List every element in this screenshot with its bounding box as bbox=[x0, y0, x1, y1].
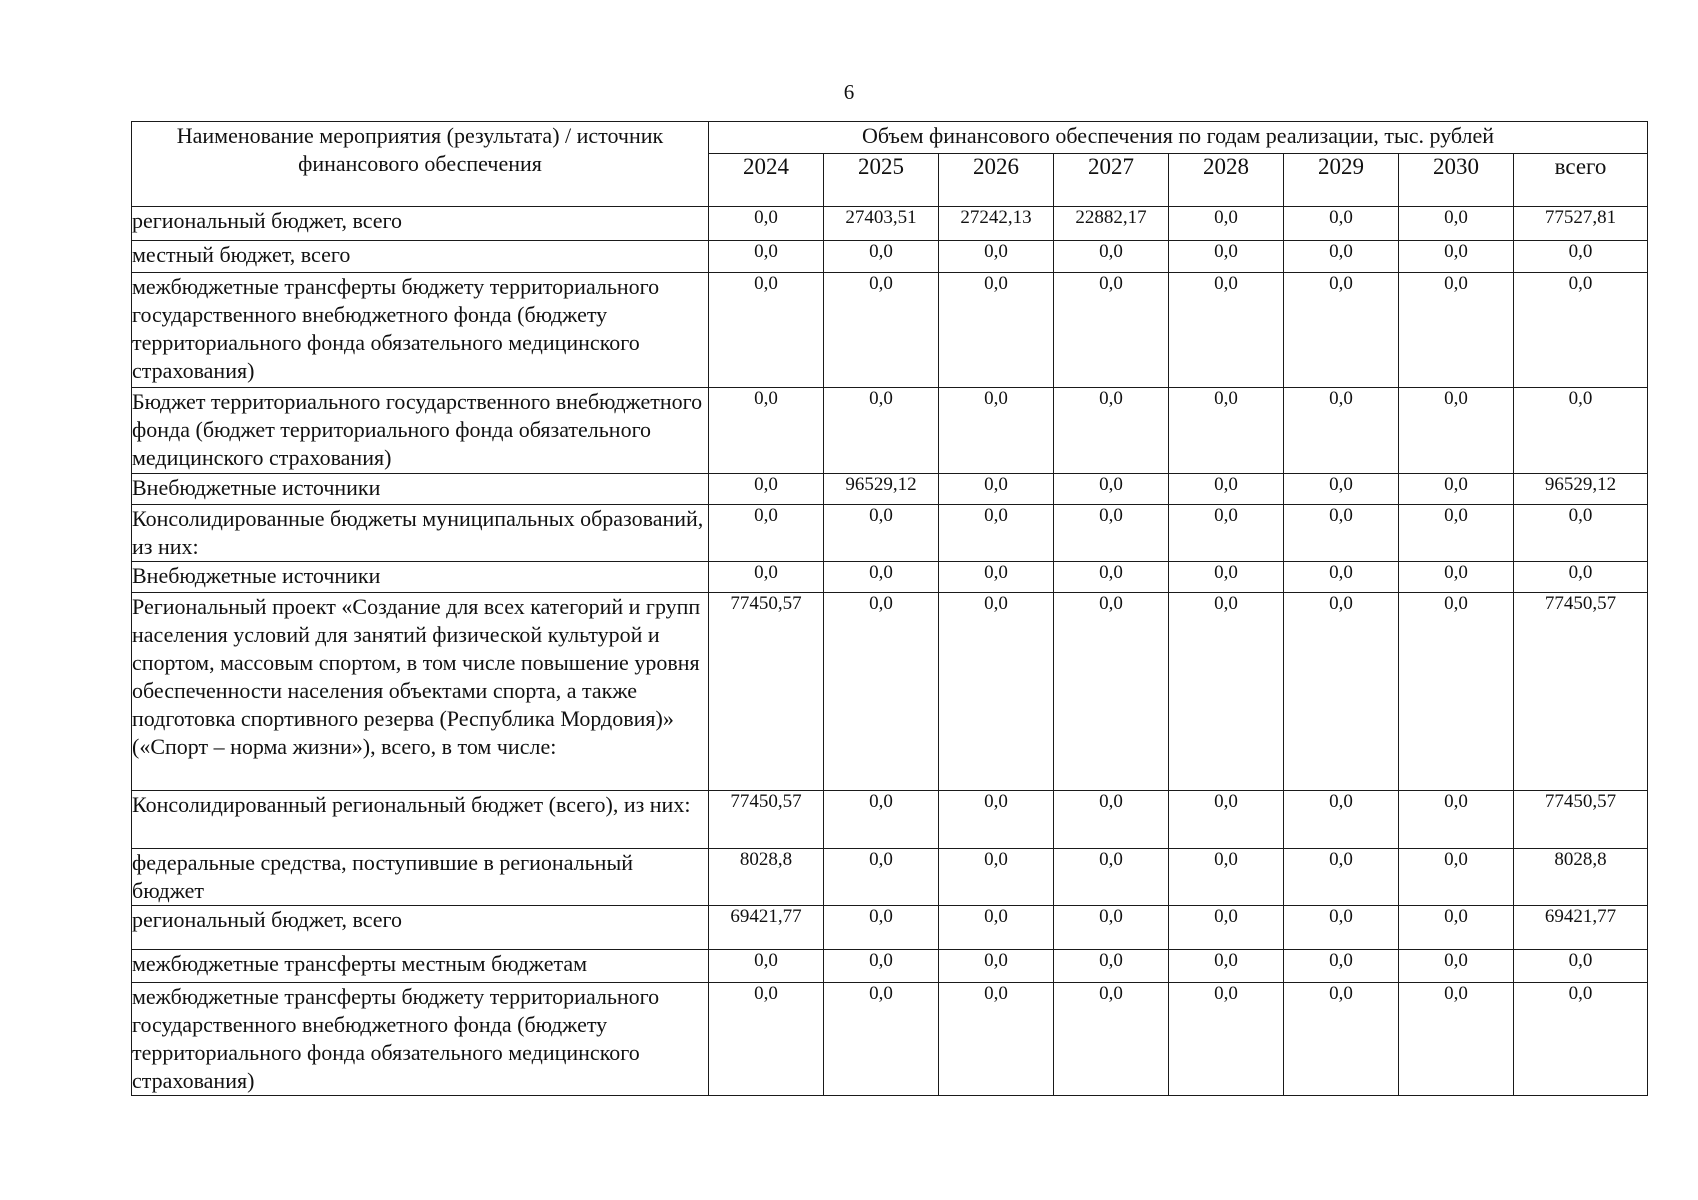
table-row bbox=[132, 593, 1648, 791]
table-row bbox=[132, 505, 1648, 562]
value-cell: 0,0 bbox=[1399, 906, 1514, 950]
table-row bbox=[132, 791, 1648, 849]
value-cell: 77450,57 bbox=[1514, 593, 1648, 791]
year-header-2024: 2024 bbox=[709, 154, 824, 207]
row-name-cell: Внебюджетные источники bbox=[132, 562, 709, 593]
value-cell: 0,0 bbox=[1284, 562, 1399, 593]
value-cell: 0,0 bbox=[1169, 593, 1284, 791]
year-header-2026: 2026 bbox=[939, 154, 1054, 207]
value-cell: 0,0 bbox=[1284, 983, 1399, 1096]
table-row bbox=[132, 241, 1648, 273]
value-cell: 0,0 bbox=[824, 593, 939, 791]
value-cell: 0,0 bbox=[939, 950, 1054, 983]
value-cell: 0,0 bbox=[1399, 505, 1514, 562]
row-name-cell: Внебюджетные источники bbox=[132, 474, 709, 505]
value-cell: 0,0 bbox=[1399, 388, 1514, 474]
value-cell: 0,0 bbox=[1169, 562, 1284, 593]
page-number: 6 bbox=[843, 80, 855, 104]
value-cell: 0,0 bbox=[1054, 241, 1169, 273]
row-name-cell: межбюджетные трансферты бюджету территориального государственного внебюджетного фонда (бюджету территориального фонда обязательного медицинского страхования) bbox=[132, 273, 709, 388]
value-cell: 0,0 bbox=[1284, 950, 1399, 983]
table-row bbox=[132, 273, 1648, 388]
year-header-2029: 2029 bbox=[1284, 154, 1399, 207]
value-cell: 0,0 bbox=[1399, 593, 1514, 791]
value-cell: 0,0 bbox=[939, 791, 1054, 849]
value-cell: 0,0 bbox=[1514, 950, 1648, 983]
row-name-cell: Консолидированный региональный бюджет (всего), из них: bbox=[132, 791, 709, 849]
value-cell: 0,0 bbox=[1169, 241, 1284, 273]
table-row bbox=[132, 474, 1648, 505]
table-row bbox=[132, 207, 1648, 241]
value-cell: 69421,77 bbox=[1514, 906, 1648, 950]
value-cell: 0,0 bbox=[1284, 474, 1399, 505]
row-name-cell: Консолидированные бюджеты муниципальных образований, из них: bbox=[132, 505, 709, 562]
value-cell: 0,0 bbox=[709, 241, 824, 273]
value-cell: 0,0 bbox=[1054, 474, 1169, 505]
value-cell: 0,0 bbox=[1399, 983, 1514, 1096]
value-cell: 0,0 bbox=[1054, 593, 1169, 791]
value-cell: 0,0 bbox=[939, 505, 1054, 562]
value-cell: 0,0 bbox=[709, 474, 824, 505]
value-cell: 0,0 bbox=[939, 849, 1054, 906]
value-cell: 0,0 bbox=[709, 273, 824, 388]
total-header: всего bbox=[1514, 154, 1648, 207]
value-cell: 0,0 bbox=[1514, 388, 1648, 474]
financing-volume-header: Объем финансового обеспечения по годам реализации, тыс. рублей bbox=[709, 122, 1648, 154]
value-cell: 96529,12 bbox=[1514, 474, 1648, 505]
value-cell: 0,0 bbox=[824, 791, 939, 849]
value-cell: 0,0 bbox=[824, 906, 939, 950]
value-cell: 27242,13 bbox=[939, 207, 1054, 241]
value-cell: 8028,8 bbox=[1514, 849, 1648, 906]
value-cell: 0,0 bbox=[939, 241, 1054, 273]
financing-table bbox=[131, 121, 1648, 1096]
value-cell: 0,0 bbox=[824, 849, 939, 906]
value-cell: 0,0 bbox=[1284, 593, 1399, 791]
value-cell: 0,0 bbox=[1284, 273, 1399, 388]
row-name-cell: Бюджет территориального государственного внебюджетного фонда (бюджет территориального фонда обязательного медицинского страхования) bbox=[132, 388, 709, 474]
value-cell: 77450,57 bbox=[709, 791, 824, 849]
value-cell: 0,0 bbox=[1399, 241, 1514, 273]
value-cell: 77450,57 bbox=[1514, 791, 1648, 849]
value-cell: 0,0 bbox=[1054, 505, 1169, 562]
year-header-2030: 2030 bbox=[1399, 154, 1514, 207]
value-cell: 0,0 bbox=[709, 950, 824, 983]
table-row bbox=[132, 983, 1648, 1096]
value-cell: 0,0 bbox=[1514, 983, 1648, 1096]
value-cell: 0,0 bbox=[709, 505, 824, 562]
table-row bbox=[132, 906, 1648, 950]
table-row bbox=[132, 562, 1648, 593]
row-name-cell: межбюджетные трансферты местным бюджетам bbox=[132, 950, 709, 983]
value-cell: 0,0 bbox=[1054, 791, 1169, 849]
value-cell: 0,0 bbox=[1169, 983, 1284, 1096]
value-cell: 0,0 bbox=[939, 983, 1054, 1096]
value-cell: 0,0 bbox=[1284, 849, 1399, 906]
value-cell: 0,0 bbox=[1169, 474, 1284, 505]
value-cell: 0,0 bbox=[1169, 849, 1284, 906]
value-cell: 0,0 bbox=[824, 273, 939, 388]
value-cell: 77527,81 bbox=[1514, 207, 1648, 241]
value-cell: 0,0 bbox=[939, 906, 1054, 950]
value-cell: 0,0 bbox=[1169, 950, 1284, 983]
value-cell: 0,0 bbox=[1514, 273, 1648, 388]
row-name-cell: региональный бюджет, всего bbox=[132, 906, 709, 950]
value-cell: 0,0 bbox=[1284, 791, 1399, 849]
value-cell: 0,0 bbox=[1284, 906, 1399, 950]
value-cell: 0,0 bbox=[1399, 207, 1514, 241]
value-cell: 0,0 bbox=[1054, 950, 1169, 983]
value-cell: 0,0 bbox=[1169, 388, 1284, 474]
value-cell: 0,0 bbox=[824, 505, 939, 562]
value-cell: 0,0 bbox=[1169, 273, 1284, 388]
value-cell: 0,0 bbox=[939, 474, 1054, 505]
value-cell: 0,0 bbox=[1399, 474, 1514, 505]
value-cell: 0,0 bbox=[709, 207, 824, 241]
row-name-cell: Региональный проект «Создание для всех категорий и групп населения условий для занятий физической культурой и спортом, массовым спортом, в том числе повышение уровня обеспеченности населения объектами спорта, а также подготовка спортивного резерва (Республика Мордовия)» («Спорт – норма жизни»), всего, в том числе: bbox=[132, 593, 709, 791]
value-cell: 0,0 bbox=[1399, 562, 1514, 593]
value-cell: 0,0 bbox=[1054, 849, 1169, 906]
year-header-2028: 2028 bbox=[1169, 154, 1284, 207]
row-name-cell: местный бюджет, всего bbox=[132, 241, 709, 273]
value-cell: 8028,8 bbox=[709, 849, 824, 906]
value-cell: 0,0 bbox=[1054, 906, 1169, 950]
value-cell: 0,0 bbox=[1169, 207, 1284, 241]
value-cell: 0,0 bbox=[939, 273, 1054, 388]
value-cell: 0,0 bbox=[824, 388, 939, 474]
value-cell: 0,0 bbox=[1399, 791, 1514, 849]
value-cell: 0,0 bbox=[1054, 983, 1169, 1096]
value-cell: 0,0 bbox=[939, 593, 1054, 791]
value-cell: 0,0 bbox=[824, 983, 939, 1096]
value-cell: 0,0 bbox=[1284, 207, 1399, 241]
value-cell: 0,0 bbox=[1399, 849, 1514, 906]
value-cell: 0,0 bbox=[1514, 562, 1648, 593]
value-cell: 0,0 bbox=[1284, 388, 1399, 474]
value-cell: 69421,77 bbox=[709, 906, 824, 950]
value-cell: 0,0 bbox=[939, 562, 1054, 593]
value-cell: 27403,51 bbox=[824, 207, 939, 241]
value-cell: 0,0 bbox=[1284, 241, 1399, 273]
value-cell: 0,0 bbox=[824, 562, 939, 593]
value-cell: 0,0 bbox=[1054, 562, 1169, 593]
value-cell: 77450,57 bbox=[709, 593, 824, 791]
table-row bbox=[132, 950, 1648, 983]
row-name-cell: региональный бюджет, всего bbox=[132, 207, 709, 241]
value-cell: 0,0 bbox=[1284, 505, 1399, 562]
value-cell: 0,0 bbox=[824, 241, 939, 273]
value-cell: 0,0 bbox=[1054, 388, 1169, 474]
table-row bbox=[132, 388, 1648, 474]
value-cell: 0,0 bbox=[1514, 241, 1648, 273]
value-cell: 0,0 bbox=[939, 388, 1054, 474]
year-header-2025: 2025 bbox=[824, 154, 939, 207]
value-cell: 0,0 bbox=[1399, 950, 1514, 983]
value-cell: 0,0 bbox=[1169, 906, 1284, 950]
name-column-header: Наименование мероприятия (результата) / источник финансового обеспечения bbox=[132, 122, 709, 207]
value-cell: 22882,17 bbox=[1054, 207, 1169, 241]
value-cell: 0,0 bbox=[1399, 273, 1514, 388]
row-name-cell: межбюджетные трансферты бюджету территориального государственного внебюджетного фонда (бюджету территориального фонда обязательного медицинского страхования) bbox=[132, 983, 709, 1096]
value-cell: 96529,12 bbox=[824, 474, 939, 505]
value-cell: 0,0 bbox=[1169, 505, 1284, 562]
value-cell: 0,0 bbox=[1054, 273, 1169, 388]
year-header-2027: 2027 bbox=[1054, 154, 1169, 207]
value-cell: 0,0 bbox=[709, 562, 824, 593]
table-body bbox=[132, 207, 1648, 1096]
table-row bbox=[132, 849, 1648, 906]
value-cell: 0,0 bbox=[709, 983, 824, 1096]
value-cell: 0,0 bbox=[824, 950, 939, 983]
value-cell: 0,0 bbox=[1169, 791, 1284, 849]
value-cell: 0,0 bbox=[709, 388, 824, 474]
value-cell: 0,0 bbox=[1514, 505, 1648, 562]
row-name-cell: федеральные средства, поступившие в региональный бюджет bbox=[132, 849, 709, 906]
